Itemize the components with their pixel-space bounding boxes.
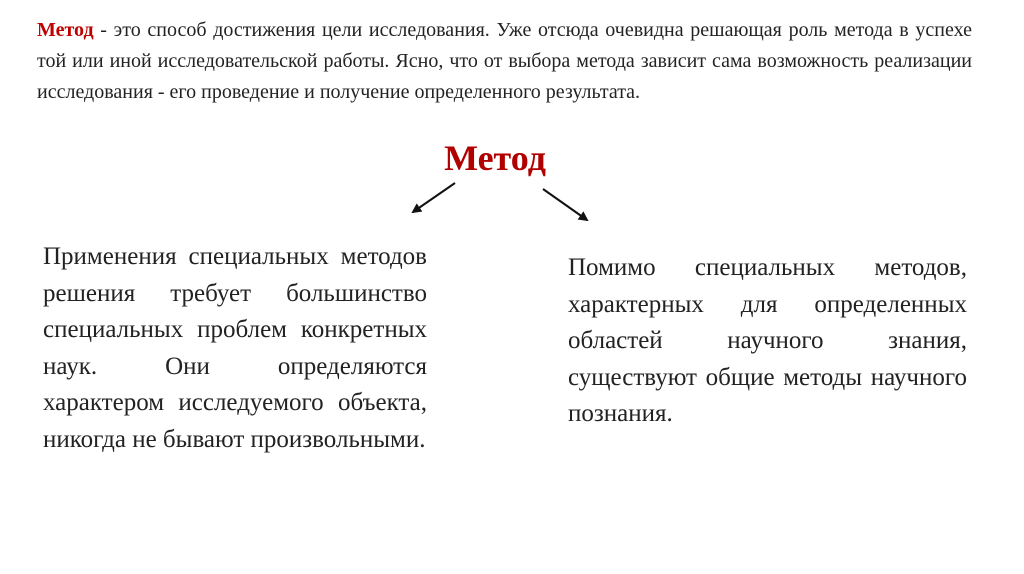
intro-paragraph (37, 15, 972, 108)
right-column-text: Помимо специальных методов, характерных для определенных областей научного знания, существуют общие методы научного познания. (568, 254, 967, 427)
right-arrow (543, 189, 587, 220)
page-title: Метод (444, 138, 546, 178)
intro-term: Метод (37, 19, 94, 41)
left-arrow (413, 183, 455, 212)
intro-text: - это способ достижения цели исследования. Уже отсюда очевидна решающая роль метода в успехе той или иной исследовательской работы. Ясно, что от выбора метода зависит сама возможность реализации исследования - его проведение и получение определенного результата. (37, 19, 972, 103)
left-column-text: Применения специальных методов решения требует большинство специальных проблем конкретных наук. Они определяются характером исследуемого объекта, никогда не бывают произвольными. (43, 243, 427, 453)
